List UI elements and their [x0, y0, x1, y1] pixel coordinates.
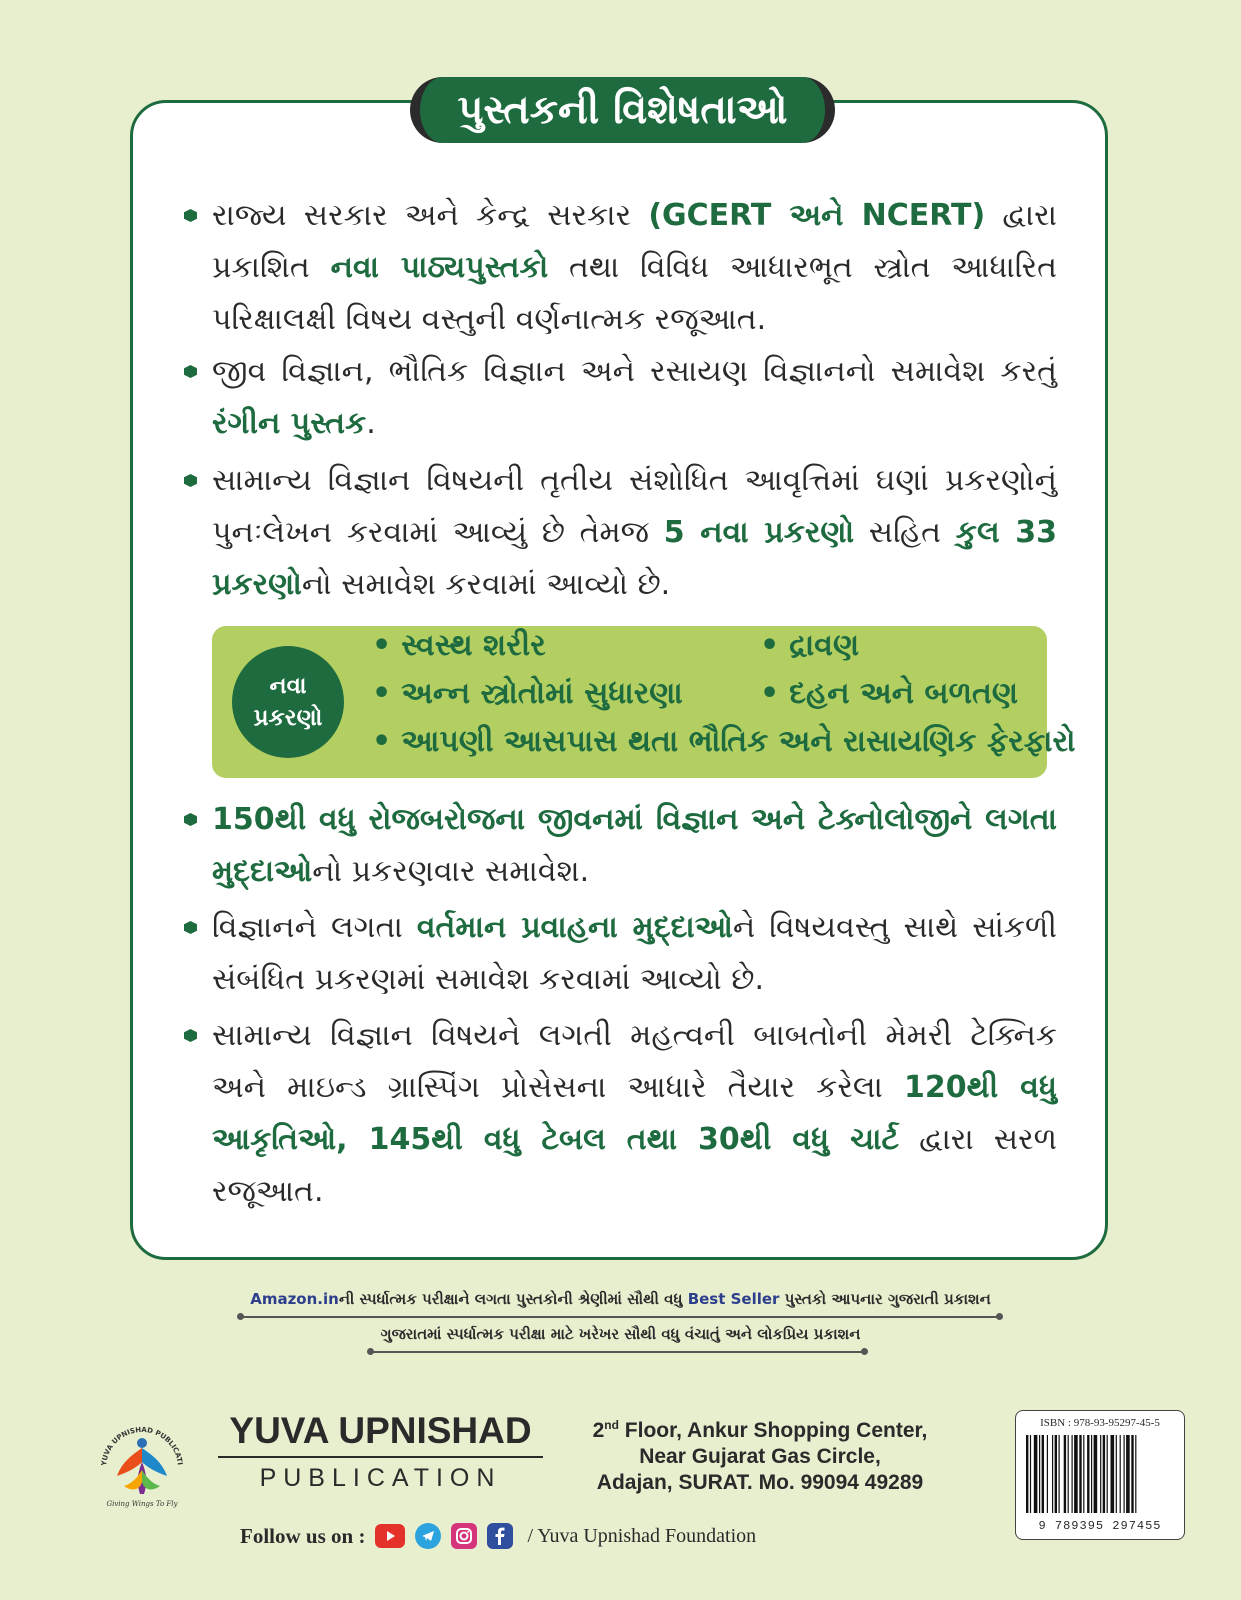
highlight-text: (GCERT અને NCERT) — [648, 198, 986, 233]
tagline-text: પુસ્તકો આપનાર ગુજરાતી પ્રકાશન — [779, 1290, 991, 1308]
feature-bullet-1 — [212, 190, 1057, 346]
youtube-icon[interactable] — [375, 1524, 405, 1548]
facebook-icon[interactable] — [487, 1523, 513, 1549]
tagline-text: ની સ્પર્ધાત્મક પરીક્ષાને લગતા પુસ્તકોની શ્રેણીમાં સૌથી વધુ — [338, 1290, 688, 1308]
badge-line-2: પ્રકરણો — [253, 705, 323, 731]
new-chapter-item: • સ્વસ્થ શરીર — [372, 628, 546, 663]
isbn-number: 9 789395 297455 — [1038, 1519, 1162, 1533]
logo-icon — [92, 1410, 192, 1510]
body-text: દ્વારા સરળ રજૂઆત. — [212, 1122, 1057, 1209]
publisher-logo — [92, 1410, 192, 1510]
body-text: સામાન્ય વિજ્ઞાન વિષયની તૃતીય સંશોધિત આવૃત્તિમાં ઘણાં પ્રકરણોનું પુનઃલેખન કરવામાં આવ્યું છે તેમજ — [212, 463, 1057, 550]
popular-tagline: ગુજરાતમાં સ્પર્ધાત્મક પરીક્ષા માટે ખરેખર સૌથી વધુ વંચાતું અને લોકપ્રિય પ્રકાશન — [380, 1325, 861, 1343]
body-text: દ્વારા પ્રકાશિત — [212, 198, 1058, 285]
address-line-1: Floor, Ankur Shopping Center, — [618, 1419, 928, 1442]
amazon-label: Amazon.in — [250, 1290, 339, 1308]
feature-bullet-5 — [212, 902, 1057, 1006]
follow-label: Follow us on : — [240, 1523, 366, 1548]
amazon-tagline — [0, 1290, 1241, 1308]
body-text: રાજ્ય સરકાર અને કેન્દ્ર સરકાર — [212, 198, 649, 233]
feature-bullet-6 — [212, 1010, 1057, 1218]
body-text: . — [366, 406, 376, 441]
floor-number: 2 — [592, 1419, 605, 1442]
body-text: નો સમાવેશ કરવામાં આવ્યો છે. — [301, 567, 671, 602]
instagram-icon[interactable] — [451, 1523, 477, 1549]
body-text: જીવ વિજ્ઞાન, ભૌતિક વિજ્ઞાન અને રસાયણ વિજ્ઞાનનો સમાવેશ કરતું — [212, 354, 1057, 389]
body-text: સહિત — [854, 515, 956, 550]
bestseller-label: Best Seller — [687, 1290, 780, 1308]
body-text: વિજ્ઞાનને લગતા — [212, 910, 417, 945]
barcode-icon — [1026, 1435, 1174, 1515]
body-text: તથા વિવિધ આધારભૂત સ્ત્રોત આધારિત પરિક્ષાલક્ષી વિષય વસ્તુની વર્ણનાત્મક રજૂઆત. — [212, 250, 1057, 337]
highlight-text: 150થી વધુ રોજબરોજના જીવનમાં વિજ્ઞાન અને ટેક્નોલોજીને લગતા મુદ્દાઓ — [212, 802, 1057, 889]
address-line-3: Adajan, SURAT. Mo. 99094 49289 — [596, 1471, 924, 1494]
new-chapter-item: • અન્ન સ્ત્રોતોમાં સુધારણા — [372, 676, 683, 711]
address-line-2: Near Gujarat Gas Circle, — [639, 1445, 881, 1468]
new-chapters-box — [212, 626, 1076, 778]
new-chapter-item: • દહન અને બળતણ — [760, 676, 1018, 711]
new-chapters-badge — [232, 646, 344, 758]
publisher-name: YUVA UPNISHAD — [218, 1410, 543, 1458]
badge-line-1: નવા — [269, 673, 307, 699]
new-chapter-item: • દ્રાવણ — [760, 628, 859, 663]
divider — [240, 1316, 1000, 1318]
publisher-brand — [218, 1410, 543, 1493]
highlight-text: વર્તમાન પ્રવાહના મુદ્દાઓ — [416, 910, 733, 945]
floor-suffix: nd — [604, 1418, 619, 1432]
new-chapter-item: • આપણી આસપાસ થતા ભૌતિક અને રાસાયણિક ફેરફારો — [372, 724, 1076, 759]
publisher-address — [570, 1412, 950, 1496]
highlight-text: નવા પાઠ્યપુસ્તકો — [330, 250, 549, 285]
feature-bullet-4 — [212, 794, 1057, 898]
logo-ring-text: YUVA UPNISHAD PUBLICATI — [100, 1425, 184, 1467]
feature-bullet-2 — [212, 346, 1057, 450]
publisher-sub: PUBLICATION — [259, 1464, 502, 1492]
logo-tagline: Giving Wings To Fly — [106, 1500, 178, 1508]
body-text: નો પ્રકરણવાર સમાવેશ. — [312, 854, 590, 889]
highlight-text: 120થી વધુ આકૃતિઓ, 145થી વધુ ટેબલ તથા 30થી વધુ ચાર્ટ — [212, 1070, 1057, 1157]
body-text: ને વિષયવસ્તુ સાથે સાંકળી સંબંધિત પ્રકરણમાં સમાવેશ કરવામાં આવ્યો છે. — [212, 910, 1058, 997]
isbn-barcode — [1015, 1410, 1185, 1540]
features-title: પુસ્તકની વિશેષતાઓ — [410, 77, 835, 143]
social-handle: / Yuva Upnishad Foundation — [527, 1524, 757, 1547]
telegram-icon[interactable] — [415, 1523, 441, 1549]
social-follow — [240, 1523, 756, 1549]
highlight-text: કુલ 33 પ્રકરણો — [212, 515, 1057, 602]
highlight-text: 5 નવા પ્રકરણો — [663, 515, 855, 550]
divider — [370, 1351, 865, 1353]
body-text: સામાન્ય વિજ્ઞાન વિષયને લગતી મહત્વની બાબતોની મેમરી ટેક્નિક અને માઇન્ડ ગ્રાસ્પિંગ પ્રોસેસના આધારે તૈયાર કરેલા — [212, 1018, 1057, 1105]
highlight-text: રંગીન પુસ્તક — [212, 406, 367, 441]
isbn-label: ISBN : 978-93-95297-45-5 — [1040, 1417, 1160, 1429]
feature-bullet-3 — [212, 455, 1057, 611]
